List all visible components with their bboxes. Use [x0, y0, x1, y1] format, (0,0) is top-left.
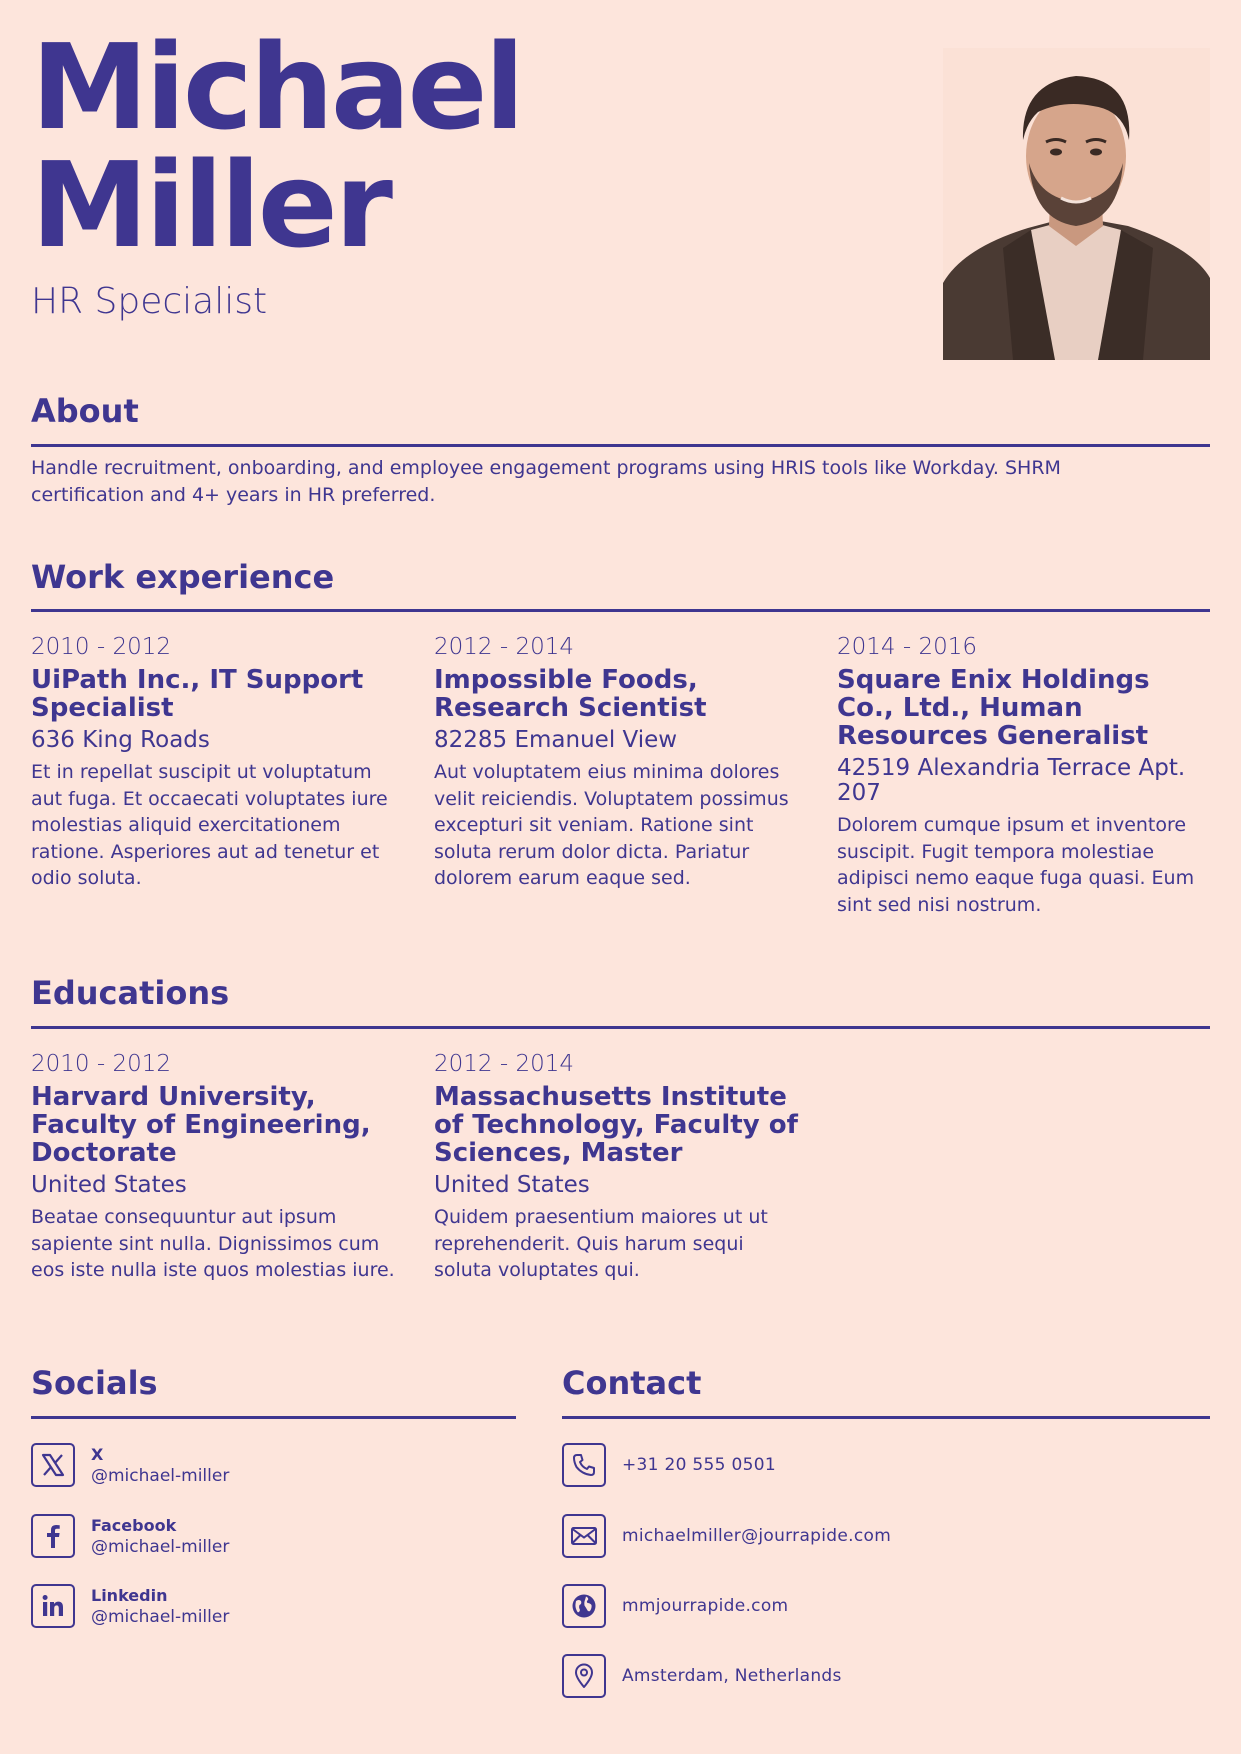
contact-title: Contact [562, 1364, 702, 1402]
job-role: HR Specialist [31, 281, 268, 322]
education-description: Quidem praesentium maiores ut ut reprehenderit. Quis harum sequi soluta voluptates qui. [434, 1206, 768, 1281]
work-title: Work experience [31, 558, 335, 596]
work-period: 2012 - 2014 [434, 634, 574, 660]
phone-number: +31 20 555 0501 [622, 1455, 776, 1475]
linkedin-icon [31, 1584, 75, 1628]
work-divider [31, 609, 1210, 612]
work-place: 636 King Roads [31, 727, 210, 753]
work-description: Aut voluptatem eius minima dolores velit reiciendis. Voluptatem possimus excepturi sit veniam. Ratione sint soluta rerum dolor dicta. Pariatur dolorem earum eaque sed. [434, 761, 789, 889]
phone-icon [562, 1443, 606, 1487]
social-item-linkedin[interactable] [31, 1584, 229, 1628]
website-url: mmjourrapide.com [622, 1596, 789, 1616]
work-title-text: Impossible Foods, Research Scientist [434, 665, 707, 723]
work-item [434, 632, 804, 918]
education-period: 2010 - 2012 [31, 1051, 171, 1077]
last-name: Miller [31, 136, 390, 274]
social-item-x[interactable] [31, 1443, 229, 1487]
work-place: 42519 Alexandria Terrace Apt. 207 [837, 755, 1186, 806]
work-description: Et in repellat suscipit ut voluptatum aut fuga. Et occaecati voluptates iure molestias aliquid exercitationem ratione. Asperiores aut ad tenetur et odio soluta. [31, 761, 388, 889]
education-divider [31, 1026, 1210, 1029]
work-description: Dolorem cumque ipsum et inventore suscipit. Fugit tempora molestiae adipisci nemo eaque fuga quasi. Eum sint sed nisi nostrum. [837, 814, 1195, 916]
contact-website[interactable] [562, 1584, 788, 1628]
work-title-text: Square Enix Holdings Co., Ltd., Human Resources Generalist [837, 665, 1150, 751]
education-item [434, 1049, 804, 1284]
location-pin-icon [562, 1654, 606, 1698]
education-place: United States [434, 1172, 590, 1198]
socials-divider [31, 1416, 516, 1419]
education-place: United States [31, 1172, 187, 1198]
email-address: michaelmiller@jourrapide.com [622, 1526, 892, 1546]
education-list [31, 1049, 1210, 1284]
location-text: Amsterdam, Netherlands [622, 1666, 842, 1686]
education-period: 2012 - 2014 [434, 1051, 574, 1077]
social-handle: @michael-miller [91, 1536, 230, 1557]
about-text: Handle recruitment, onboarding, and employee engagement programs using HRIS tools like Workday. SHRM certification and 4+ years in HR preferred. [31, 457, 1061, 506]
person-name [31, 18, 522, 274]
social-handle: @michael-miller [91, 1606, 230, 1627]
social-name: Linkedin [91, 1585, 168, 1605]
work-item [31, 632, 401, 918]
education-description: Beatae consequuntur aut ipsum sapiente sint nulla. Dignissimos cum eos iste nulla iste quos molestias iure. [31, 1206, 395, 1281]
facebook-icon [31, 1514, 75, 1558]
social-name: X [91, 1444, 104, 1464]
resume-page [31, 0, 1210, 1754]
first-name: Michael [31, 18, 522, 156]
education-title-text: Massachusetts Institute of Technology, Faculty of Sciences, Master [434, 1082, 798, 1168]
work-item [837, 632, 1207, 918]
education-item [31, 1049, 401, 1284]
work-title-text: UiPath Inc., IT Support Specialist [31, 665, 364, 723]
social-item-facebook[interactable] [31, 1514, 229, 1558]
about-title: About [31, 392, 139, 430]
x-icon [31, 1443, 75, 1487]
contact-divider [562, 1416, 1210, 1419]
work-list [31, 632, 1210, 918]
contact-phone[interactable] [562, 1443, 776, 1487]
work-period: 2010 - 2012 [31, 634, 171, 660]
mail-icon [562, 1514, 606, 1558]
work-period: 2014 - 2016 [837, 634, 977, 660]
education-title: Educations [31, 974, 230, 1012]
profile-photo [943, 48, 1210, 360]
profile-photo-illustration [943, 48, 1210, 360]
contact-email[interactable] [562, 1514, 891, 1558]
work-place: 82285 Emanuel View [434, 727, 678, 753]
education-title-text: Harvard University, Faculty of Engineering, Doctorate [31, 1082, 371, 1168]
contact-location[interactable] [562, 1654, 842, 1698]
globe-icon [562, 1584, 606, 1628]
social-name: Facebook [91, 1515, 177, 1535]
socials-title: Socials [31, 1364, 158, 1402]
social-handle: @michael-miller [91, 1465, 230, 1486]
about-divider [31, 444, 1210, 447]
